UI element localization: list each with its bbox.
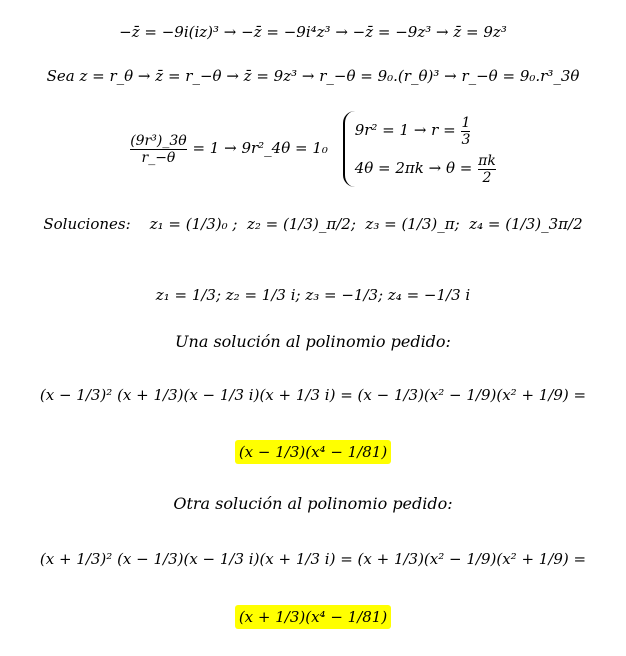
solutions-label: Soluciones: [43,215,131,233]
fraction-denominator: 3 [461,131,471,148]
system-row-1: 9r² = 1 → r = [354,121,456,139]
heading-second-solution: Otra solución al polinomio pedido: [173,494,453,513]
equation-line-2: Sea z = r_θ → z̄ = r_−θ → z̄ = 9z³ → r_−θ = 9₀.(r_θ)³ → r_−θ = 9₀.r³_3θ [46,67,580,85]
fraction-numerator: πk [478,152,496,169]
result-2-container [0,605,626,629]
fraction [130,133,186,166]
fraction-denominator: r_−θ [130,149,186,166]
equation-text: = 1 → 9r²_4θ = 1₀ [192,139,328,157]
system-row-2: 4θ = 2πk → θ = [354,159,473,177]
solution-z2: z₂ = (1/3)_π/2 [247,215,351,233]
polynomial-expansion-1: (x − 1/3)² (x + 1/3)(x − 1/3 i)(x + 1/3 i) = (x − 1/3)(x² − 1/9)(x² + 1/9) = [39,386,587,404]
polynomial-expansion-2: (x + 1/3)² (x − 1/3)(x − 1/3 i)(x + 1/3 i) = (x + 1/3)(x² − 1/9)(x² + 1/9) = [39,550,587,568]
equation-system [343,111,497,187]
fraction-numerator: (9r³)_3θ [130,132,187,149]
fraction-numerator: 1 [461,114,471,131]
fraction-denominator: 2 [478,169,496,186]
equation-line-3 [0,108,626,188]
solution-z4: z₄ = (1/3)_3π/2 [469,215,583,233]
highlighted-result-1: (x − 1/3)(x⁴ − 1/81) [235,440,391,464]
solutions-rectangular: z₁ = 1/3; z₂ = 1/3 i; z₃ = −1/3; z₄ = −1/3 i [155,286,471,304]
highlighted-result-2: (x + 1/3)(x⁴ − 1/81) [235,605,391,629]
result-1-container [0,440,626,464]
solution-z1: z₁ = (1/3)₀ [149,215,228,233]
heading-first-solution: Una solución al polinomio pedido: [175,332,451,351]
solutions-polar: Soluciones: z₁ = (1/3)₀ ; z₂ = (1/3)_π/2; z₃ = (1/3)_π; z₄ = (1/3)_3π/2 [43,215,583,233]
equation-line-1: −z̄ = −9i(iz)³ → −z̄ = −9i⁴z³ → −z̄ = −9z³ → z̄ = 9z³ [119,23,507,41]
solution-z3: z₃ = (1/3)_π [365,215,455,233]
